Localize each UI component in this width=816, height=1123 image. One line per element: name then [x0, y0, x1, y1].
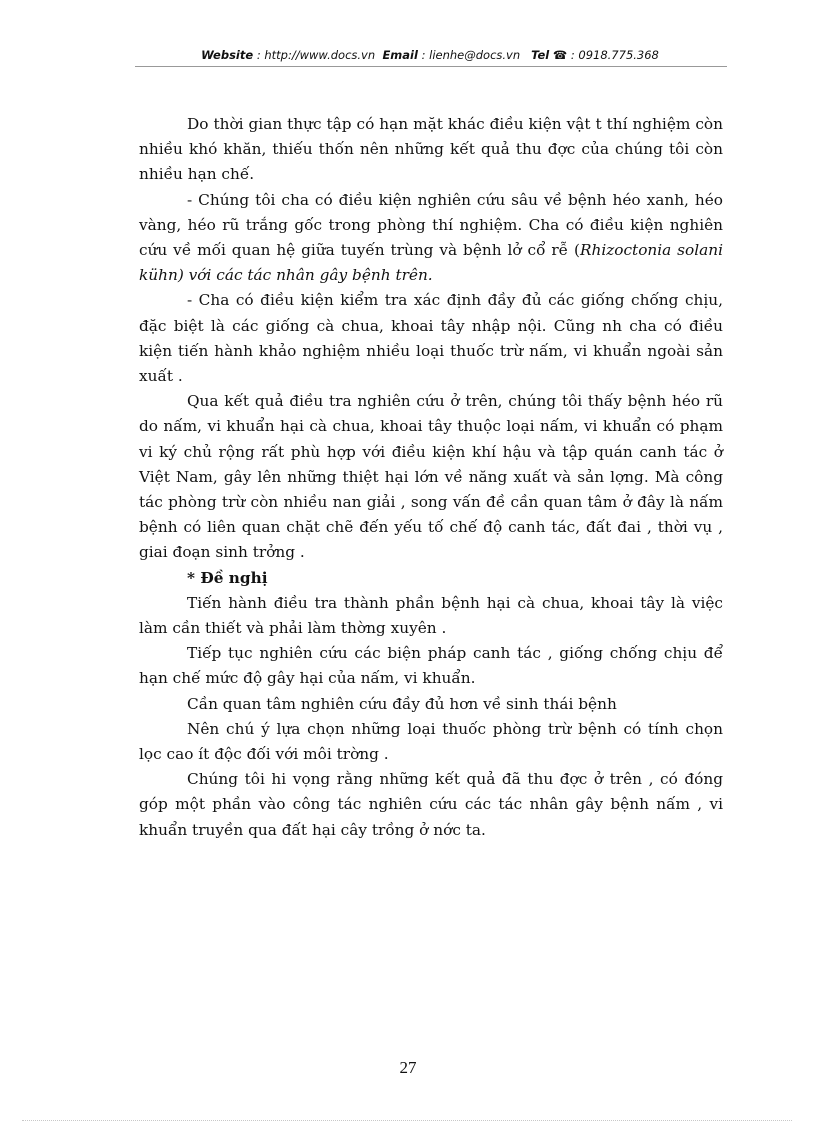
tel-label: Tel	[531, 48, 550, 62]
website-value: : http://www.docs.vn	[253, 48, 376, 62]
page-bottom-border	[22, 1120, 792, 1121]
recommendation-2: Tiếp tục nghiên cứu các biện pháp canh tác , giống chống chịu để hạn chế mức độ gây hại của nấm, vi khuẩn.	[139, 644, 723, 688]
header-rule	[135, 66, 727, 67]
paragraph-resistant-varieties: - Cha có điều kiện kiểm tra xác định đầy đủ các giống chống chịu, đặc biệt là các giống cà chua, khoai tây nhập nội. Cũng nh cha có điều kiện tiến hành khảo nghiệm nhiều loại thuốc trừ nấm, vi khuẩn ngoài sản xuất .	[139, 291, 723, 386]
page-number: 27	[399, 1058, 417, 1077]
website-label: Website	[201, 48, 254, 62]
email-value: : lienhe@docs.vn	[417, 48, 521, 62]
paragraph-research-gap-text: - Chúng tôi cha có điều kiện nghiên cứu sâu về bệnh héo xanh, héo vàng, héo rũ trắng gốc trong phòng thí nghiệm. Cha có điều kiện nghiên cứu về mối quan hệ giữa tuyến trùng và bệnh lở cổ rễ (	[139, 190, 723, 260]
species-name: Rhizoctonia solani kühn) với các tác nhân gây bệnh trên.	[139, 241, 723, 285]
recommendation-3: Cần quan tâm nghiên cứu đầy đủ hơn về sinh thái bệnh	[187, 694, 617, 713]
phone-icon: ☎	[552, 48, 568, 62]
document-body	[139, 112, 723, 843]
recommendation-1: Tiến hành điều tra thành phần bệnh hại cà chua, khoai tây là việc làm cần thiết và phải làm thờng xuyên .	[139, 593, 723, 638]
tel-value: : 0918.775.368	[567, 48, 659, 62]
recommendation-4: Nên chú ý lựa chọn những loại thuốc phòng trừ bệnh có tính chọn lọc cao ít độc đối với môi trờng .	[139, 719, 723, 764]
page-header	[135, 48, 725, 62]
paragraph-limitations: Do thời gian thực tập có hạn mặt khác điều kiện vật t thí nghiệm còn nhiều khó khăn, thiếu thốn nên những kết quả thu đợc của chúng tôi còn nhiều hạn chế.	[139, 115, 723, 184]
paragraph-conclusion: Qua kết quả điều tra nghiên cứu ở trên, chúng tôi thấy bệnh héo rũ do nấm, vi khuẩn hại cà chua, khoai tây thuộc loại nấm, vi khuẩn có phạm vi ký chủ rộng rất phù hợp với điều kiện khí hậu và tập quán canh tác ở Việt Nam, gây lên những thiệt hại lớn về năng xuất và sản lợng. Mà công tác phòng trừ còn nhiều nan giải , song vấn đề cần quan tâm ở đây là nấm bệnh có liên quan chặt chẽ đến yếu tố chế độ canh tác, đất đai , thời vụ , giai đoạn sinh trởng .	[139, 392, 723, 562]
recommendation-5: Chúng tôi hi vọng rằng những kết quả đã thu đợc ở trên , có đóng góp một phần vào công tác nghiên cứu các tác nhân gây bệnh nấm , vi khuẩn truyền qua đất hại cây trồng ở nớc ta.	[139, 770, 723, 839]
section-heading-recommendations: * Đề nghị	[187, 568, 268, 587]
email-label: Email	[382, 48, 418, 62]
paragraph-research-gap	[139, 188, 723, 289]
